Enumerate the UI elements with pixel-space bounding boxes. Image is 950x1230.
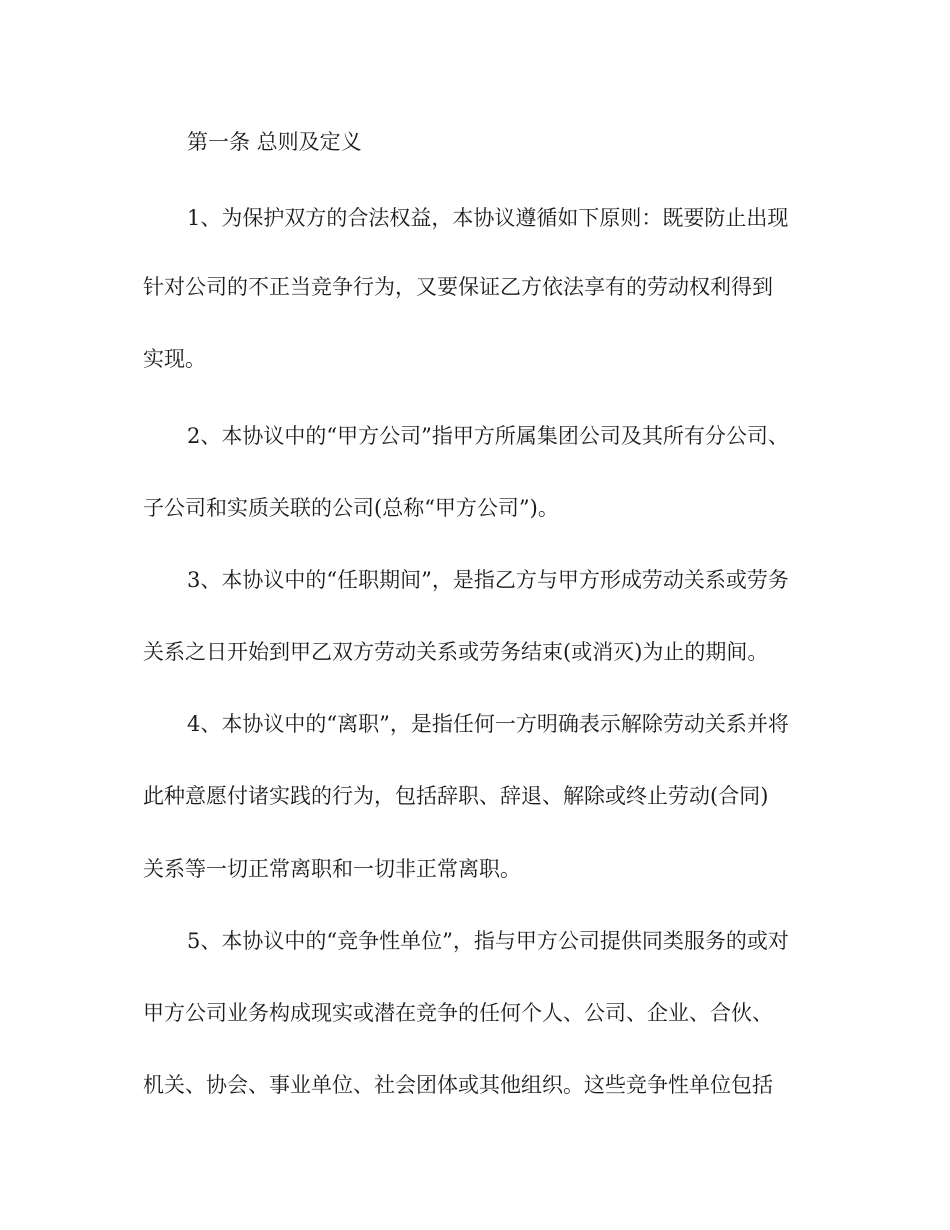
section-heading: 第一条 总则及定义: [187, 130, 362, 154]
paragraph-line: 此种意愿付诸实践的行为，包括辞职、辞退、解除或终止劳动(合同): [143, 784, 769, 808]
paragraph-line: 关系之日开始到甲乙双方劳动关系或劳务结束(或消灭)为止的期间。: [143, 640, 769, 664]
paragraph-line: 针对公司的不正当竞争行为，又要保证乙方依法享有的劳动权利得到: [143, 275, 773, 299]
paragraph-line: 5、本协议中的“竞争性单位”，指与甲方公司提供同类服务的或对: [187, 929, 789, 953]
paragraph-line: 1、为保护双方的合法权益，本协议遵循如下原则：既要防止出现: [187, 206, 789, 230]
paragraph-line: 实现。: [143, 347, 206, 371]
paragraph-line: 3、本协议中的“任职期间”，是指乙方与甲方形成劳动关系或劳务: [187, 568, 789, 592]
paragraph-line: 关系等一切正常离职和一切非正常离职。: [143, 857, 521, 881]
paragraph-line: 甲方公司业务构成现实或潜在竞争的任何个人、公司、企业、合伙、: [143, 1001, 773, 1025]
paragraph-line: 2、本协议中的“甲方公司”指甲方所属集团公司及其所有分公司、: [187, 424, 789, 448]
paragraph-line: 4、本协议中的“离职”，是指任何一方明确表示解除劳动关系并将: [187, 712, 789, 736]
paragraph-line: 子公司和实质关联的公司(总称“甲方公司”)。: [143, 496, 559, 520]
paragraph-line: 机关、协会、事业单位、社会团体或其他组织。这些竞争性单位包括: [143, 1073, 773, 1097]
